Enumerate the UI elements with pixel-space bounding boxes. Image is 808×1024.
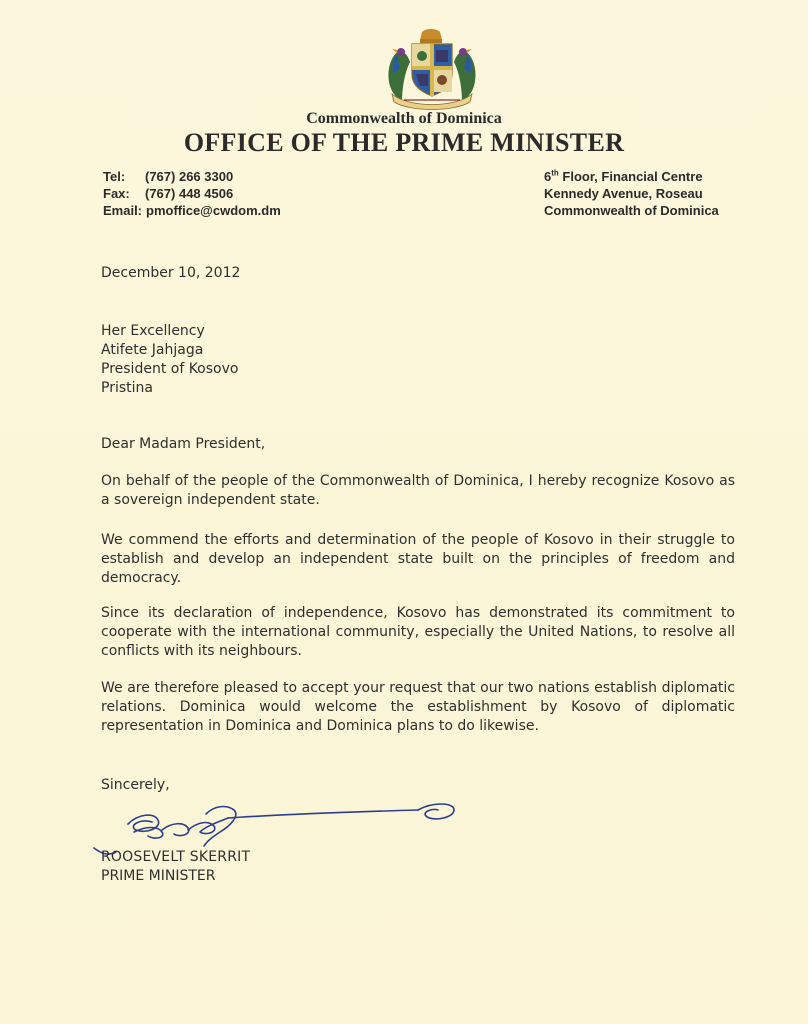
fax-value: (767) 448 4506 xyxy=(145,186,234,201)
address-line-1 xyxy=(544,168,719,185)
phone-row xyxy=(103,168,281,185)
floor-text: Floor, Financial Centre xyxy=(558,169,703,184)
salutation: Dear Madam President, xyxy=(101,436,266,452)
fax-label: Fax: xyxy=(103,186,130,201)
phone-value: (767) 266 3300 xyxy=(145,169,234,184)
address-line-2: Kennedy Avenue, Roseau xyxy=(544,186,703,201)
signer-name: ROOSEVELT SKERRIT xyxy=(101,849,251,865)
recipient-line: Her Excellency xyxy=(101,323,205,339)
fax-row xyxy=(103,185,281,202)
phone-label: Tel: xyxy=(103,169,126,184)
recipient-line: President of Kosovo xyxy=(101,361,239,377)
floor-ordinal: th xyxy=(551,168,559,178)
letter-date: December 10, 2012 xyxy=(101,265,241,281)
body-paragraph: We are therefore pleased to accept your request that our two nations establish diplomatic relations. Dominica would welcome the establishment by Kosovo of diplomatic representation in Dominica and Dominica plans to do likewise. xyxy=(101,680,735,734)
body-paragraph: We commend the efforts and determination of the people of Kosovo in their struggle to establish and develop an independent state built on the principles of freedom and democracy. xyxy=(101,532,735,586)
signer-title: PRIME MINISTER xyxy=(101,868,216,884)
contact-block-left xyxy=(103,168,281,219)
signer-block xyxy=(101,848,250,886)
organization-name: Commonwealth of Dominica xyxy=(306,110,502,127)
floor-number: 6 xyxy=(544,169,552,184)
email-value: pmoffice@cwdom.dm xyxy=(146,203,281,218)
email-label: Email: xyxy=(103,203,143,218)
body-paragraph: Since its declaration of independence, Kosovo has demonstrated its commitment to cooperate with the international community, especially the United Nations, to resolve all conflicts with its neighbours. xyxy=(101,605,735,659)
recipient-line: Pristina xyxy=(101,380,153,396)
recipient-line: Atifete Jahjaga xyxy=(101,342,204,358)
office-title: OFFICE OF THE PRIME MINISTER xyxy=(183,128,625,157)
coat-of-arms-icon xyxy=(378,28,486,110)
body-paragraph: On behalf of the people of the Commonwealth of Dominica, I hereby recognize Kosovo as a sovereign independent state. xyxy=(101,473,735,508)
recipient-block xyxy=(101,322,735,398)
address-block xyxy=(544,168,719,219)
address-line-3: Commonwealth of Dominica xyxy=(544,203,719,218)
email-row xyxy=(103,202,281,219)
closing: Sincerely, xyxy=(101,777,170,793)
